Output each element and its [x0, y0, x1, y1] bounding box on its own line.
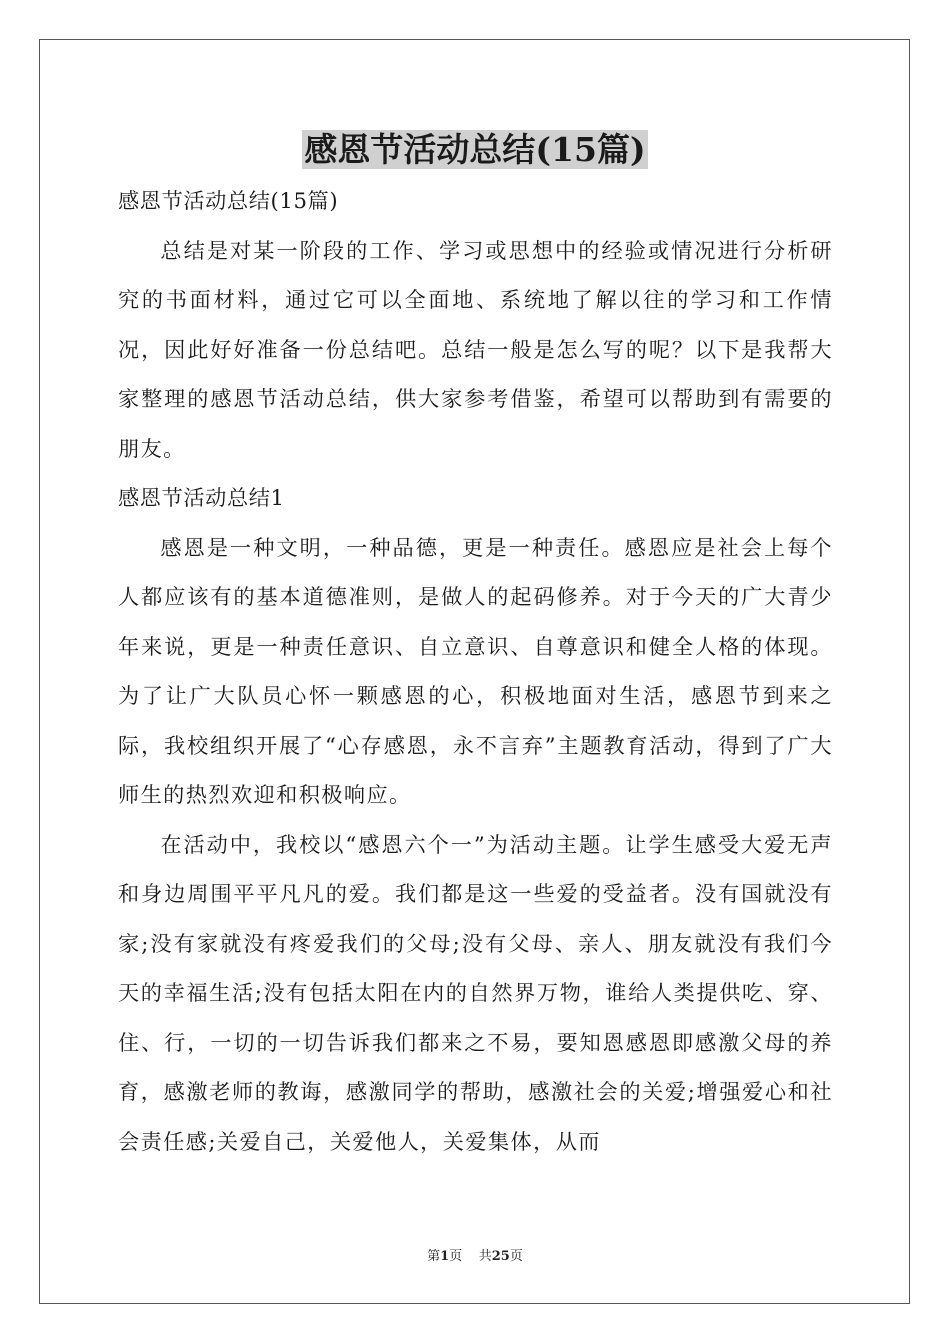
- section-heading: 感恩节活动总结1: [118, 485, 285, 510]
- page-footer: [0, 1248, 950, 1266]
- page-total-count: 25: [491, 1249, 510, 1264]
- page-number-current: 1: [440, 1249, 450, 1264]
- document-title-text: 感恩节活动总结(15篇): [304, 130, 646, 169]
- body-paragraph-2: 在活动中，我校以“感恩六个一”为活动主题。让学生感受大爱无声和身边周围平平凡凡的爱。我们都是这一些爱的受益者。没有国就没有家;没有家就没有疼爱我们的父母;没有父母、亲人、朋友就没有我们今天的幸福生活;没有包括太阳在内的自然界万物，谁给人类提供吃、穿、住、行，一切的一切告诉我们都来之不易，要知恩感恩即感激父母的养育，感激老师的教诲，感激同学的帮助，感激社会的关爱;增强爱心和社会责任感;关爱自己，关爱他人，关爱集体，从而: [118, 831, 833, 1154]
- page-total-suffix: 页: [509, 1249, 523, 1264]
- page-number-prefix: 第: [427, 1249, 441, 1264]
- page-number-suffix: 页: [449, 1249, 463, 1264]
- document-title: [0, 127, 950, 173]
- body-paragraph-1: 感恩是一种文明，一种品德，更是一种责任。感恩应是社会上每个人都应该有的基本道德准则，是做人的起码修养。对于今天的广大青少年来说，更是一种责任意识、自立意识、自尊意识和健全人格的体现。为了让广大队员心怀一颗感恩的心，积极地面对生活，感恩节到来之际，我校组织开展了“心存感恩，永不言弃”主题教育活动，得到了广大师生的热烈欢迎和积极响应。: [118, 534, 833, 807]
- document-body: [118, 176, 833, 1166]
- intro-paragraph: 总结是对某一阶段的工作、学习或思想中的经验或情况进行分析研究的书面材料，通过它可以全面地、系统地了解以往的学习和工作情况，因此好好准备一份总结吧。总结一般是怎么写的呢？以下是我帮大家整理的感恩节活动总结，供大家参考借鉴，希望可以帮助到有需要的朋友。: [118, 237, 833, 461]
- page-total-prefix: 共: [478, 1249, 492, 1264]
- document-subtitle: 感恩节活动总结(15篇): [118, 188, 339, 213]
